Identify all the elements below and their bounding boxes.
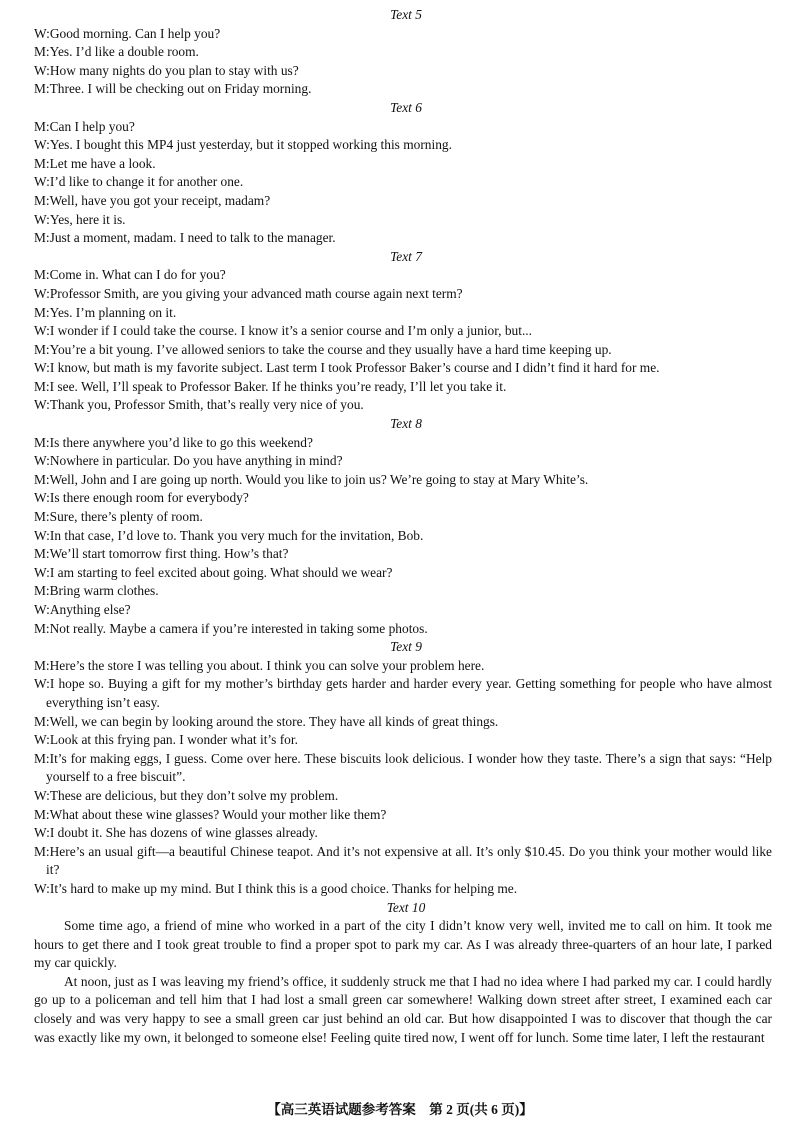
dialogue-line: W:How many nights do you plan to stay with us?: [34, 62, 299, 78]
dialogue-line: M:Well, have you got your receipt, madam?: [34, 192, 271, 208]
dialogue-line: M:Here’s an usual gift—a beautiful Chinese teapot. And it’s not expensive at all. It’s only $10.45. Do you think your mother would like it?: [34, 843, 772, 878]
section-title-text10: Text 10: [386, 899, 426, 915]
dialogue-line: M:Yes. I’d like a double room.: [34, 44, 199, 60]
page-footer: 【高三英语试题参考答案 第 2 页(共 6 页)】: [267, 1102, 533, 1117]
passage-paragraph: At noon, just as I was leaving my friend’s office, it suddenly struck me that I had no idea where I had parked my car. I could hardly go up to a policeman and tell him that I had lost a small green car somewhere! Walking down street after street, I examined each car closely and was very happy to see a small green car just behind an old car. But how disappointed I was to discover that though the car was exactly like my own, it belonged to someone else! Feeling quite tired now, I went off for lunch. Some time later, I left the restaurant: [34, 973, 772, 1045]
dialogue-line: M:Yes. I’m planning on it.: [34, 304, 177, 320]
dialogue-line: M:Sure, there’s plenty of room.: [34, 509, 203, 525]
dialogue-line: M:Let me have a look.: [34, 155, 156, 171]
dialogue-line: M:Is there anywhere you’d like to go this weekend?: [34, 434, 313, 450]
dialogue-line: M:You’re a bit young. I’ve allowed seniors to take the course and they usually have a hard time keeping up.: [34, 341, 612, 357]
dialogue-line: W:Professor Smith, are you giving your advanced math course again next term?: [34, 285, 463, 301]
dialogue-line: M:Well, we can begin by looking around the store. They have all kinds of great things.: [34, 713, 499, 729]
dialogue-line: W:Anything else?: [34, 602, 131, 617]
dialogue-line: M:Three. I will be checking out on Friday morning.: [34, 81, 312, 97]
dialogue-line: M:It’s for making eggs, I guess. Come over here. These biscuits look delicious. I wonder how they taste. There’s a sign that says: “Help yourself to a free biscuit”.: [34, 750, 772, 785]
dialogue-line: W:I hope so. Buying a gift for my mother’s birthday gets harder and harder every year. Getting something for people who have almost everything isn’t easy.: [34, 676, 772, 710]
dialogue-line: M:Not really. Maybe a camera if you’re interested in taking some photos.: [34, 620, 428, 636]
dialogue-line: W:These are delicious, but they don’t solve my problem.: [34, 787, 339, 803]
transcript-content: [34, 6, 772, 1047]
dialogue-line: W:I’d like to change it for another one.: [34, 174, 244, 190]
dialogue-line: M:Here’s the store I was telling you about. I think you can solve your problem here.: [34, 657, 485, 673]
dialogue-line: W:Good morning. Can I help you?: [34, 25, 221, 41]
dialogue-line: W:Yes, here it is.: [34, 211, 126, 227]
section-title-text5: Text 5: [390, 7, 422, 22]
dialogue-line: W:In that case, I’d love to. Thank you very much for the invitation, Bob.: [34, 527, 424, 543]
dialogue-line: W:It’s hard to make up my mind. But I think this is a good choice. Thanks for helping me.: [34, 880, 518, 896]
dialogue-line: W:I am starting to feel excited about going. What should we wear?: [34, 564, 393, 580]
passage-paragraph: Some time ago, a friend of mine who worked in a part of the city I didn’t know very well, invited me to call on him. It took me hours to get there and I took great trouble to find a proper spot to park my car. As I was already three-quarters of an hour late, I parked my car quickly.: [34, 918, 772, 971]
section-title-text8: Text 8: [390, 416, 422, 432]
dialogue-line: M:Bring warm clothes.: [34, 583, 159, 599]
dialogue-line: M:Come in. What can I do for you?: [34, 267, 226, 283]
dialogue-line: M:We’ll start tomorrow first thing. How’s that?: [34, 546, 289, 562]
dialogue-line: M:I see. Well, I’ll speak to Professor Baker. If he thinks you’re ready, I’ll let you take it.: [34, 378, 507, 394]
dialogue-line: W:Nowhere in particular. Do you have anything in mind?: [34, 453, 343, 469]
dialogue-line: W:Is there enough room for everybody?: [34, 490, 249, 506]
dialogue-line: W:I doubt it. She has dozens of wine glasses already.: [34, 825, 318, 841]
dialogue-line: W:Look at this frying pan. I wonder what it’s for.: [34, 732, 298, 748]
dialogue-line: W:Yes. I bought this MP4 just yesterday, but it stopped working this morning.: [34, 137, 452, 153]
dialogue-line: M:Just a moment, madam. I need to talk to the manager.: [34, 230, 336, 246]
dialogue-line: M:What about these wine glasses? Would your mother like them?: [34, 806, 387, 822]
dialogue-line: W:I wonder if I could take the course. I know it’s a senior course and I’m only a junior, but...: [34, 323, 533, 339]
dialogue-line: M:Well, John and I are going up north. Would you like to join us? We’re going to stay at Mary White’s.: [34, 471, 589, 487]
dialogue-line: M:Can I help you?: [34, 118, 135, 134]
section-title-text9: Text 9: [390, 639, 422, 655]
section-title-text7: Text 7: [390, 248, 422, 264]
dialogue-line: W:I know, but math is my favorite subject. Last term I took Professor Baker’s course and I didn’t find it hard for me.: [34, 360, 660, 376]
dialogue-line: W:Thank you, Professor Smith, that’s really very nice of you.: [34, 397, 364, 413]
section-title-text6: Text 6: [390, 99, 422, 115]
